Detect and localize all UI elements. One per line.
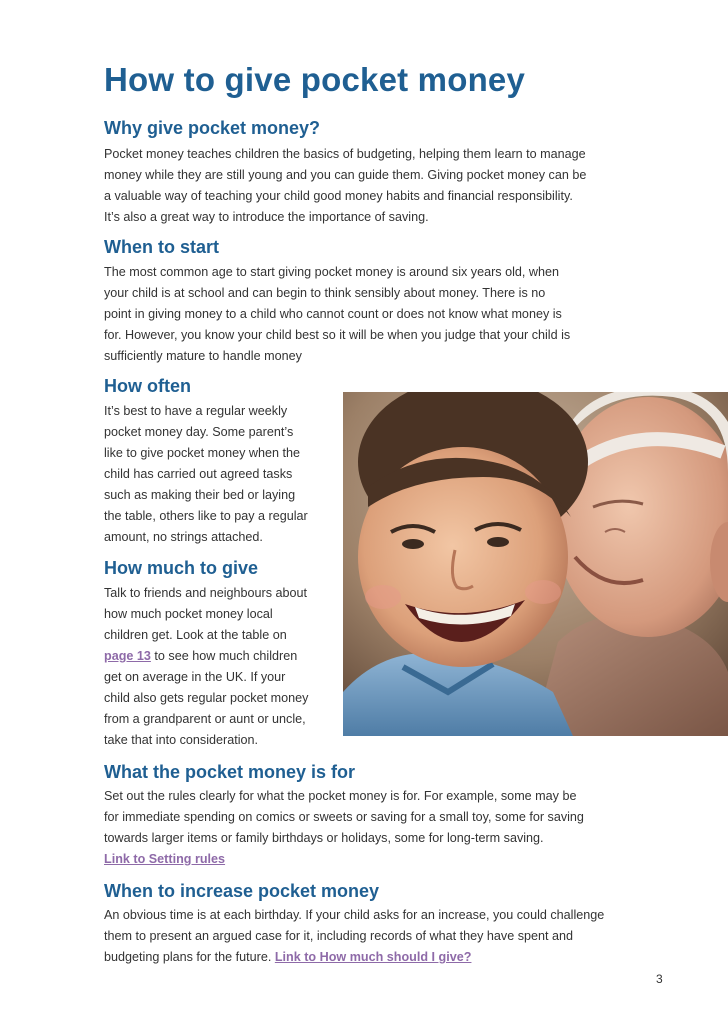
paragraph-why-give — [104, 144, 586, 228]
text-line: money while they are still young and you can guide them. Giving pocket money can be — [104, 168, 587, 182]
page-title: How to give pocket money — [104, 61, 526, 98]
page-13-link[interactable]: page 13 — [104, 649, 151, 663]
text-line: It’s best to have a regular weekly — [104, 404, 288, 418]
paragraph-how-often — [104, 401, 308, 548]
text-line: Talk to friends and neighbours about — [104, 586, 308, 600]
text-fragment: to see how much children — [150, 649, 298, 663]
paragraph-what-for — [104, 786, 584, 870]
text-line: Set out the rules clearly for what the pocket money is for. For example, some may be — [104, 789, 577, 803]
text-fragment: budgeting plans for the future. — [104, 950, 275, 964]
heading-when-to-start: When to start — [104, 237, 219, 257]
heading-what-for: What the pocket money is for — [104, 762, 356, 782]
photo-illustration — [343, 392, 728, 736]
text-line: An obvious time is at each birthday. If your child asks for an increase, you could challenge — [104, 908, 605, 922]
setting-rules-link[interactable]: Link to Setting rules — [104, 852, 226, 866]
text-line: for immediate spending on comics or sweets or saving for a small toy, some for saving — [104, 810, 584, 824]
page-number: 3 — [656, 972, 663, 986]
paragraph-when-to-start — [104, 262, 570, 367]
text-line: children get. Look at the table on — [104, 628, 287, 642]
text-line: a valuable way of teaching your child good money habits and financial responsibility. — [104, 189, 573, 203]
text-line: get on average in the UK. If your — [104, 670, 286, 684]
text-line: point in giving money to a child who cannot count or does not know what money is — [104, 307, 562, 321]
text-line: the table, others like to pay a regular — [104, 509, 308, 523]
text-line: how much pocket money local — [104, 607, 273, 621]
text-line-with-link — [104, 646, 308, 667]
text-line-link — [104, 849, 584, 870]
photo-boy-and-grandfather — [343, 392, 728, 736]
heading-when-to-increase: When to increase pocket money — [104, 881, 380, 901]
text-line: amount, no strings attached. — [104, 530, 263, 544]
text-line: It’s also a great way to introduce the importance of saving. — [104, 210, 429, 224]
text-line: The most common age to start giving pocket money is around six years old, when — [104, 265, 559, 279]
paragraph-how-much — [104, 583, 308, 751]
paragraph-when-to-increase — [104, 905, 604, 968]
text-line: such as making their bed or laying — [104, 488, 296, 502]
text-line: like to give pocket money when the — [104, 446, 301, 460]
text-line: for. However, you know your child best so it will be when you judge that your child is — [104, 328, 571, 342]
text-line-with-link — [104, 947, 604, 968]
text-line: your child is at school and can begin to think sensibly about money. There is no — [104, 286, 546, 300]
text-line: from a grandparent or aunt or uncle, — [104, 712, 306, 726]
text-line: towards larger items or family birthdays or holidays, some for long-term saving. — [104, 831, 544, 845]
text-line: them to present an argued case for it, including records of what they have spent and — [104, 929, 574, 943]
text-line: Pocket money teaches children the basics of budgeting, helping them learn to manage — [104, 147, 586, 161]
text-line: pocket money day. Some parent’s — [104, 425, 294, 439]
heading-how-much: How much to give — [104, 558, 259, 578]
text-line: child also gets regular pocket money — [104, 691, 309, 705]
heading-why-give: Why give pocket money? — [104, 118, 321, 138]
how-much-should-i-give-link[interactable]: Link to How much should I give? — [274, 950, 472, 964]
text-line: child has carried out agreed tasks — [104, 467, 293, 481]
heading-how-often: How often — [104, 376, 191, 396]
text-line: sufficiently mature to handle money — [104, 349, 302, 363]
text-line: take that into consideration. — [104, 733, 259, 747]
